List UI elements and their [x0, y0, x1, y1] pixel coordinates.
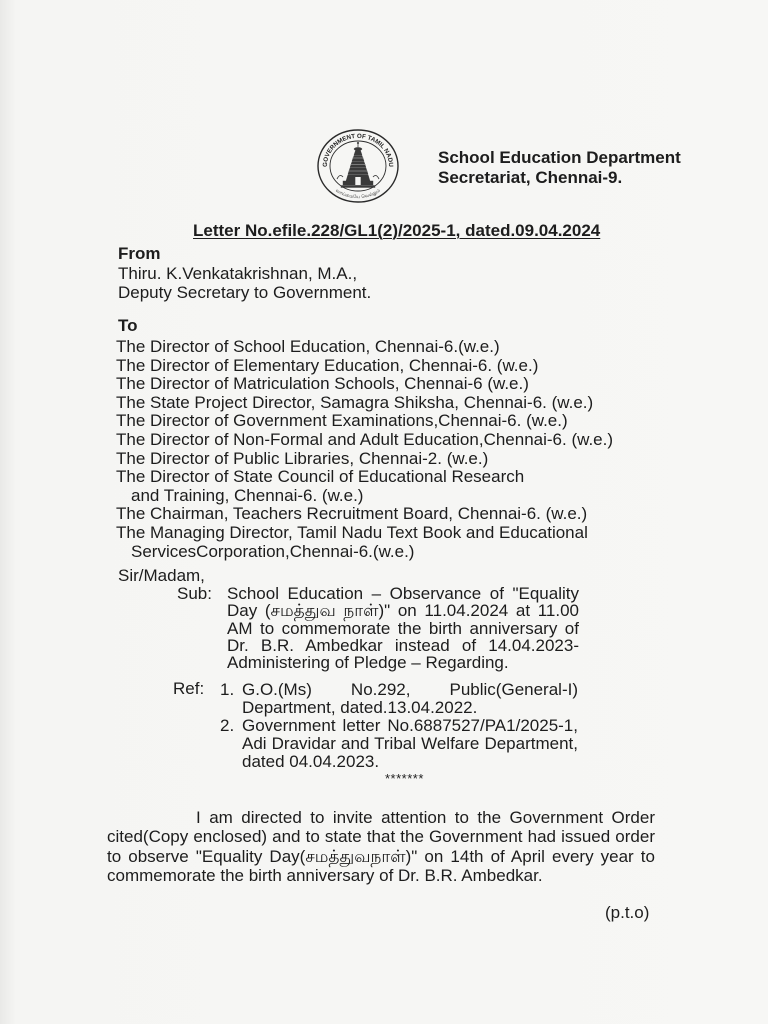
subject-line: AM to commemorate the birth anniversary of	[227, 618, 579, 638]
reference-line: Department, dated.13.04.2022.	[242, 698, 478, 717]
recipient-line: The Director of Matriculation Schools, Chennai-6 (w.e.)	[116, 374, 529, 394]
recipient-list	[116, 338, 613, 561]
recipient-line: The Director of Public Libraries, Chennai-2. (w.e.)	[116, 448, 489, 468]
recipient-line: The Director of Government Examinations,Chennai-6. (w.e.)	[116, 411, 568, 431]
reference-line: Adi Dravidar and Tribal Welfare Department,	[242, 734, 578, 753]
subject-line: School Education – Observance of "Equality	[227, 584, 579, 603]
subject-text	[227, 585, 579, 671]
reference-text	[242, 717, 578, 771]
recipient-line: The Director of State Council of Educational Research	[116, 467, 525, 487]
recipient-line: The Chairman, Teachers Recruitment Board, Chennai-6. (w.e.)	[116, 504, 588, 524]
recipient-line: The Director of Non-Formal and Adult Education,Chennai-6. (w.e.)	[116, 429, 614, 449]
recipient-line: The State Project Director, Samagra Shiksha, Chennai-6. (w.e.)	[116, 392, 594, 412]
reference-number: 2.	[220, 716, 235, 735]
body-line: to observe "Equality Day(சமத்துவநாள்)" on 14th of April every year to	[107, 846, 655, 866]
to-label: To	[118, 316, 138, 335]
letter-number: Letter No.efile.228/GL1(2)/2025-1, dated.09.04.2024	[193, 221, 601, 240]
sender-name: Thiru. K.Venkatakrishnan, M.A.,	[118, 263, 358, 283]
subject-line: Day (சமத்துவ நாள்)" on 11.04.2024 at 11.00	[227, 601, 579, 621]
reference-item	[220, 717, 578, 771]
body-line: commemorate the birth anniversary of Dr. B.R. Ambedkar.	[107, 865, 543, 885]
body-paragraph	[107, 808, 655, 885]
reference-line: G.O.(Ms) No.292, Public(General-I)	[242, 680, 578, 699]
recipient-continuation: ServicesCorporation,Chennai-6.(w.e.)	[131, 541, 415, 561]
page-turn-note: (p.t.o)	[605, 903, 650, 922]
tamil-nadu-emblem-seal	[313, 127, 403, 205]
department-name: School Education Department	[438, 148, 681, 167]
seal-bottom-textpath: வாய்மையே வெல்லும்	[334, 188, 382, 201]
reference-line: Government letter No.6887527/PA1/2025-1,	[242, 716, 578, 735]
reference-text	[242, 681, 578, 717]
subject-line: Administering of Pledge – Regarding.	[227, 653, 509, 673]
recipient-line: The Director of School Education, Chennai-6.(w.e.)	[116, 337, 500, 356]
department-header	[438, 148, 681, 188]
reference-number: 1.	[220, 680, 235, 699]
body-line: cited(Copy enclosed) and to state that the Government had issued order	[107, 827, 655, 847]
salutation: Sir/Madam,	[118, 566, 205, 585]
body-line: I am directed to invite attention to the Government Order	[196, 808, 655, 827]
recipient-line: The Managing Director, Tamil Nadu Text Book and Educational	[116, 522, 588, 542]
seal-top-textpath: GOVERNMENT OF TAMIL NADU	[321, 132, 395, 168]
recipient-line: The Director of Elementary Education, Chennai-6. (w.e.)	[116, 355, 539, 375]
subject-line: Dr. B.R. Ambedkar instead of 14.04.2023-	[227, 635, 579, 655]
recipient-continuation: and Training, Chennai-6. (w.e.)	[131, 485, 364, 505]
reference-list	[220, 681, 578, 771]
department-address: Secretariat, Chennai-9.	[438, 168, 623, 187]
reference-item	[220, 681, 578, 717]
seal-gopuram-icon	[337, 142, 379, 187]
sender-designation: Deputy Secretary to Government.	[118, 283, 372, 302]
from-block	[118, 244, 371, 303]
from-label: From	[118, 244, 161, 263]
reference-label: Ref:	[173, 679, 205, 698]
subject-label: Sub:	[177, 584, 212, 603]
reference-line: dated 04.04.2023.	[242, 752, 380, 771]
section-separator: *******	[385, 771, 424, 786]
